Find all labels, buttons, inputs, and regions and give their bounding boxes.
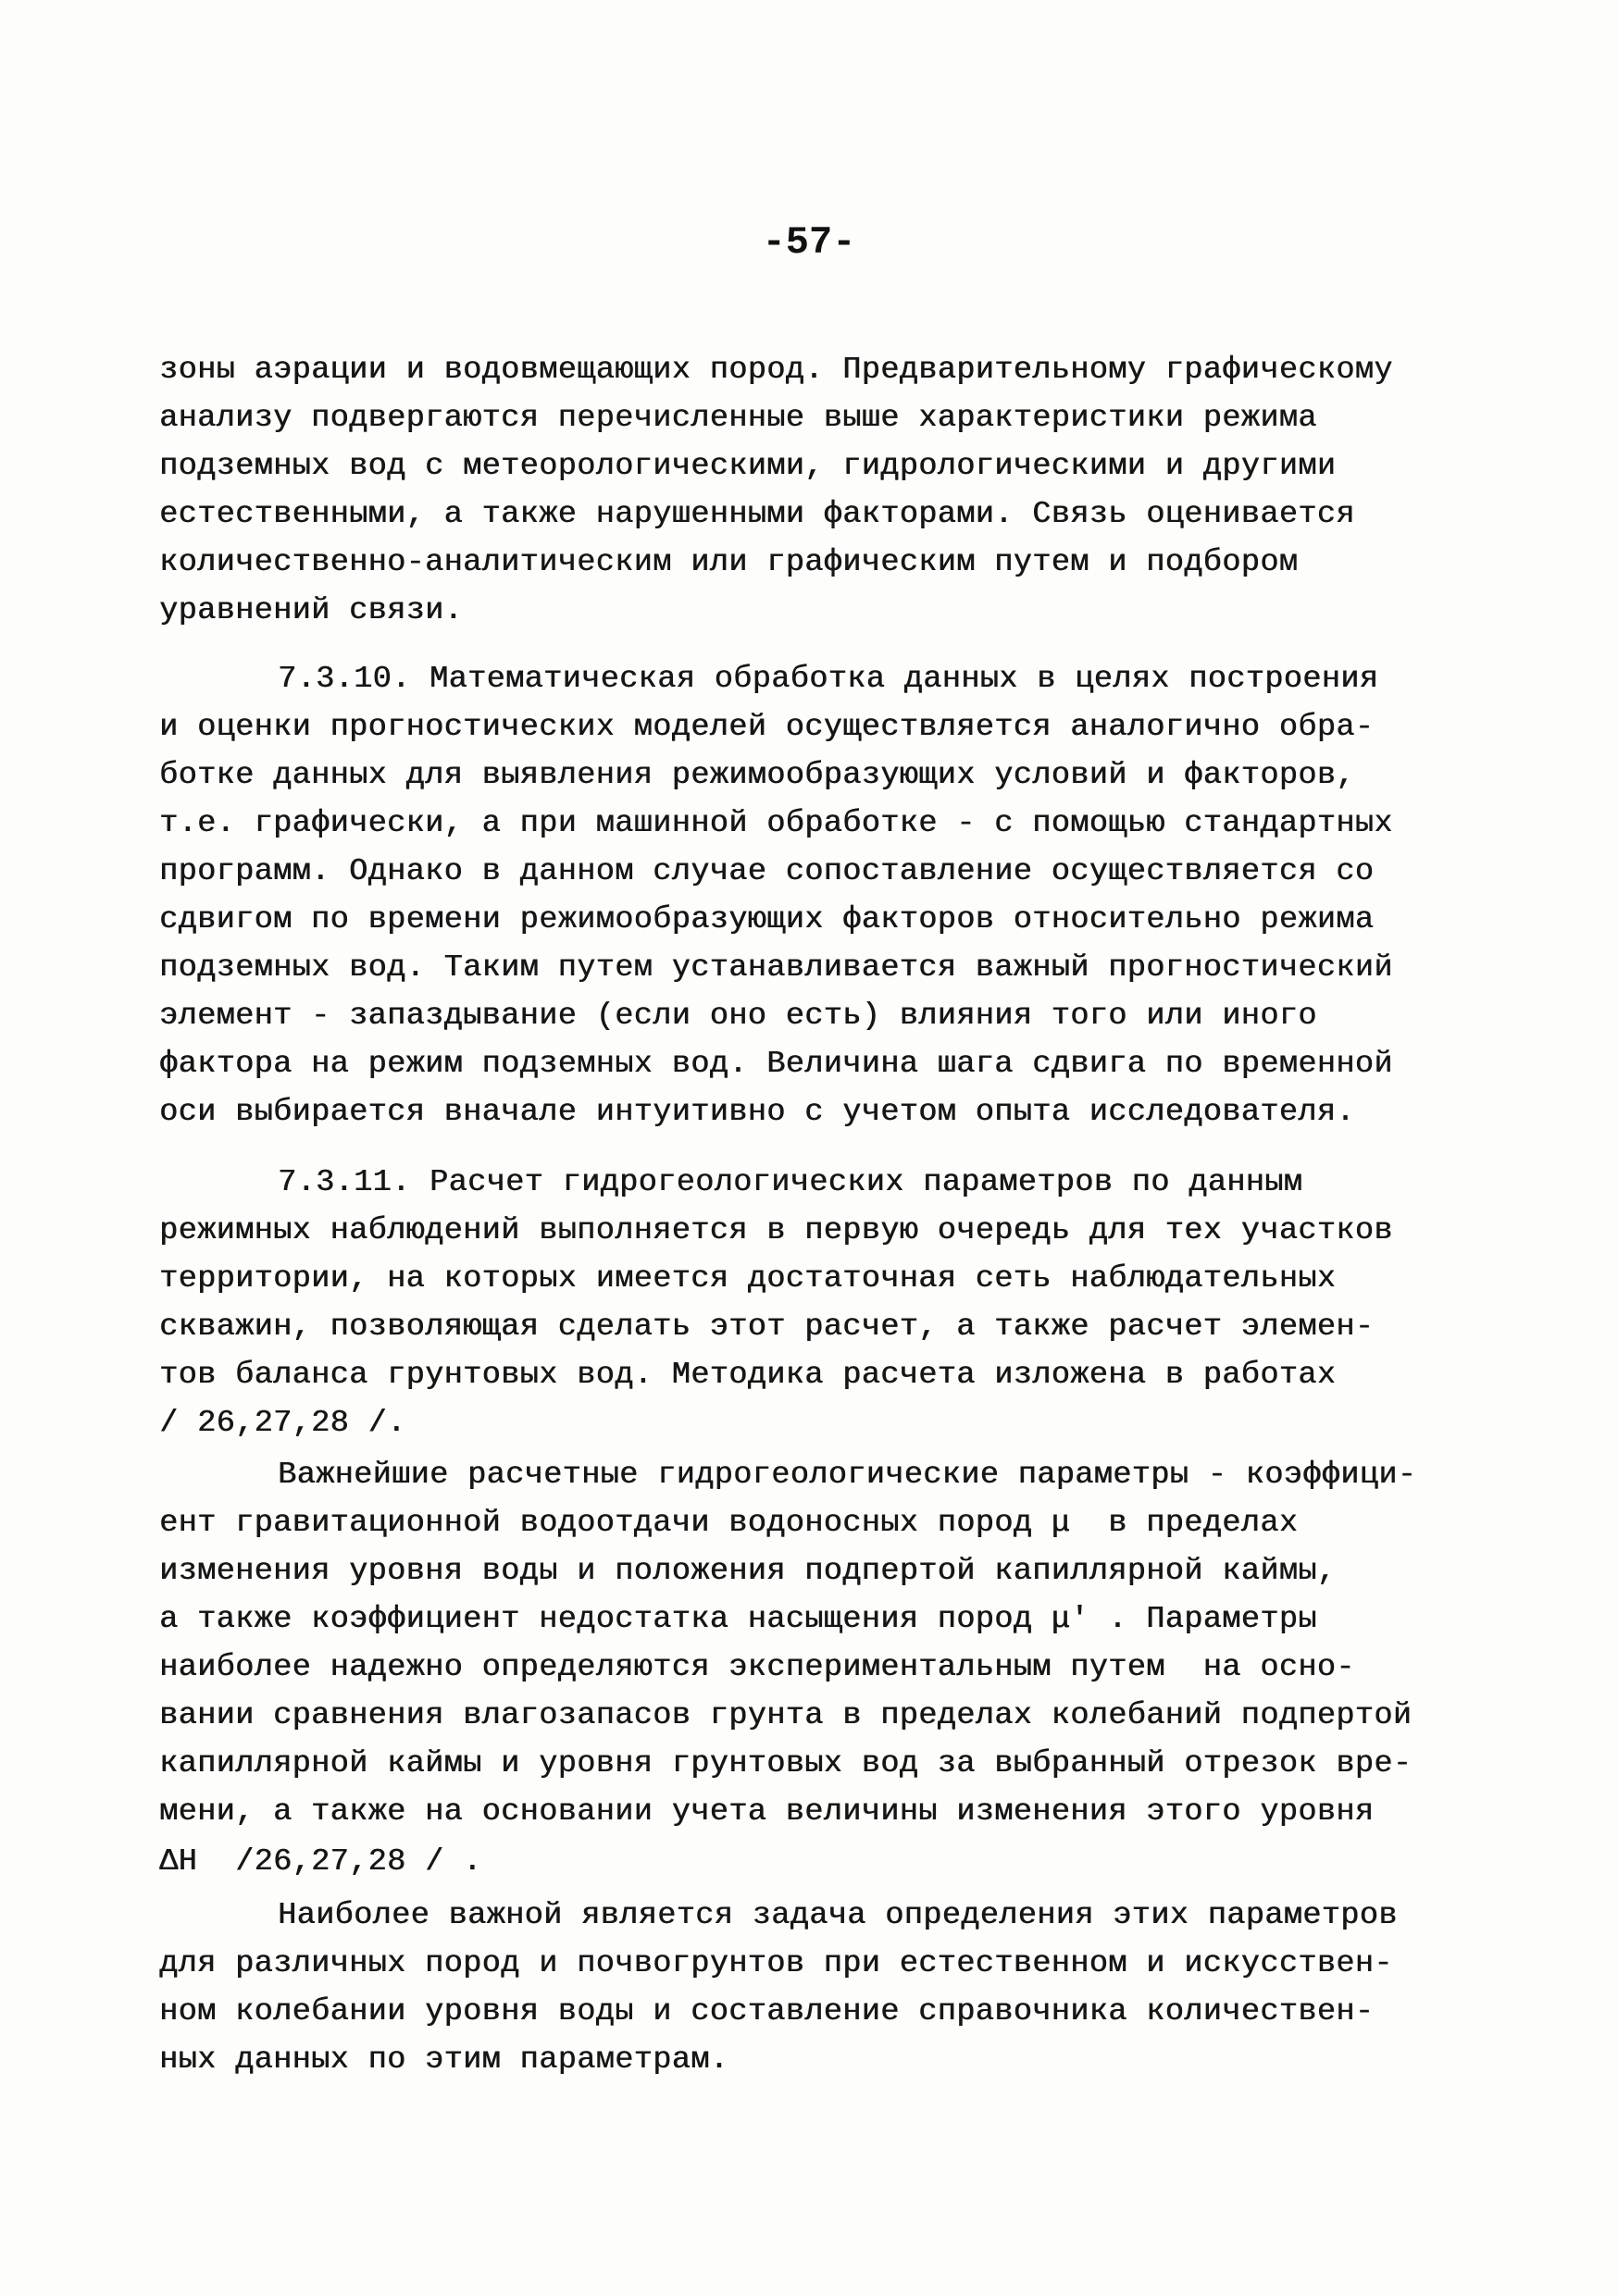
text-line: капиллярной каймы и уровня грунтовых вод за выбранный отрезок вре- <box>159 1746 1413 1781</box>
text-line: естественными, а также нарушенными факторами. Связь оценивается <box>159 497 1355 532</box>
text-line: и оценки прогностических моделей осуществляется аналогично обра- <box>159 710 1375 745</box>
text-line: т.е. графически, а при машинной обработке - с помощью стандартных <box>159 806 1393 841</box>
text-line: количественно-аналитическим или графическим путем и подбором <box>159 545 1299 580</box>
text-line: оси выбирается вначале интуитивно с учетом опыта исследователя. <box>159 1095 1355 1130</box>
text-line: анализу подвергаются перечисленные выше характеристики режима <box>159 401 1317 436</box>
text-line: программ. Однако в данном случае сопоставление осуществляется со <box>159 854 1375 889</box>
text-line: наиболее надежно определяются экспериментальным путем на осно- <box>159 1650 1355 1685</box>
text-line: ном колебании уровня воды и составление справочника количествен- <box>159 1994 1375 2029</box>
text-line: элемент - запаздывание (если оно есть) влияния того или иного <box>159 999 1317 1034</box>
text-line: / 26,27,28 /. <box>159 1406 406 1441</box>
text-line: ΔH /26,27,28 / . <box>159 1844 482 1880</box>
text-line: уравнений связи. <box>159 593 464 628</box>
text-line: 7.3.11. Расчет гидрогеологических параметров по данным <box>278 1165 1303 1200</box>
text-line: мени, а также на основании учета величины изменения этого уровня <box>159 1794 1375 1830</box>
text-line: зоны аэрации и водовмещающих пород. Предварительному графическому <box>159 353 1393 388</box>
text-line: территории, на которых имеется достаточная сеть наблюдательных <box>159 1261 1337 1297</box>
text-line: режимных наблюдений выполняется в первую очередь для тех участков <box>159 1213 1393 1248</box>
text-line: скважин, позволяющая сделать этот расчет, а также расчет элемен- <box>159 1309 1375 1345</box>
text-line: а также коэффициент недостатка насыщения пород μ' . Параметры <box>159 1602 1317 1637</box>
text-line: фактора на режим подземных вод. Величина шага сдвига по временной <box>159 1047 1393 1082</box>
text-line: ботке данных для выявления режимообразующих условий и факторов, <box>159 758 1355 793</box>
text-line: подземных вод. Таким путем устанавливается важный прогностический <box>159 950 1393 986</box>
text-line: ент гравитационной водоотдачи водоносных пород μ в пределах <box>159 1506 1299 1541</box>
text-line: ных данных по этим параметрам. <box>159 2042 729 2078</box>
page-number: -57- <box>762 220 856 265</box>
text-line: вании сравнения влагозапасов грунта в пределах колебаний подпертой <box>159 1698 1413 1733</box>
text-line: для различных пород и почвогрунтов при естественном и искусствен- <box>159 1946 1393 1981</box>
text-line: подземных вод с метеорологическими, гидрологическими и другими <box>159 449 1337 484</box>
text-line: тов баланса грунтовых вод. Методика расчета изложена в работах <box>159 1358 1337 1393</box>
text-line: 7.3.10. Математическая обработка данных в целях построения <box>278 662 1379 697</box>
text-line: Важнейшие расчетные гидрогеологические параметры - коэффици- <box>278 1458 1417 1493</box>
text-line: сдвигом по времени режимообразующих факторов относительно режима <box>159 902 1375 937</box>
text-line: Наиболее важной является задача определения этих параметров <box>278 1898 1398 1933</box>
text-line: изменения уровня воды и положения подпертой капиллярной каймы, <box>159 1554 1337 1589</box>
